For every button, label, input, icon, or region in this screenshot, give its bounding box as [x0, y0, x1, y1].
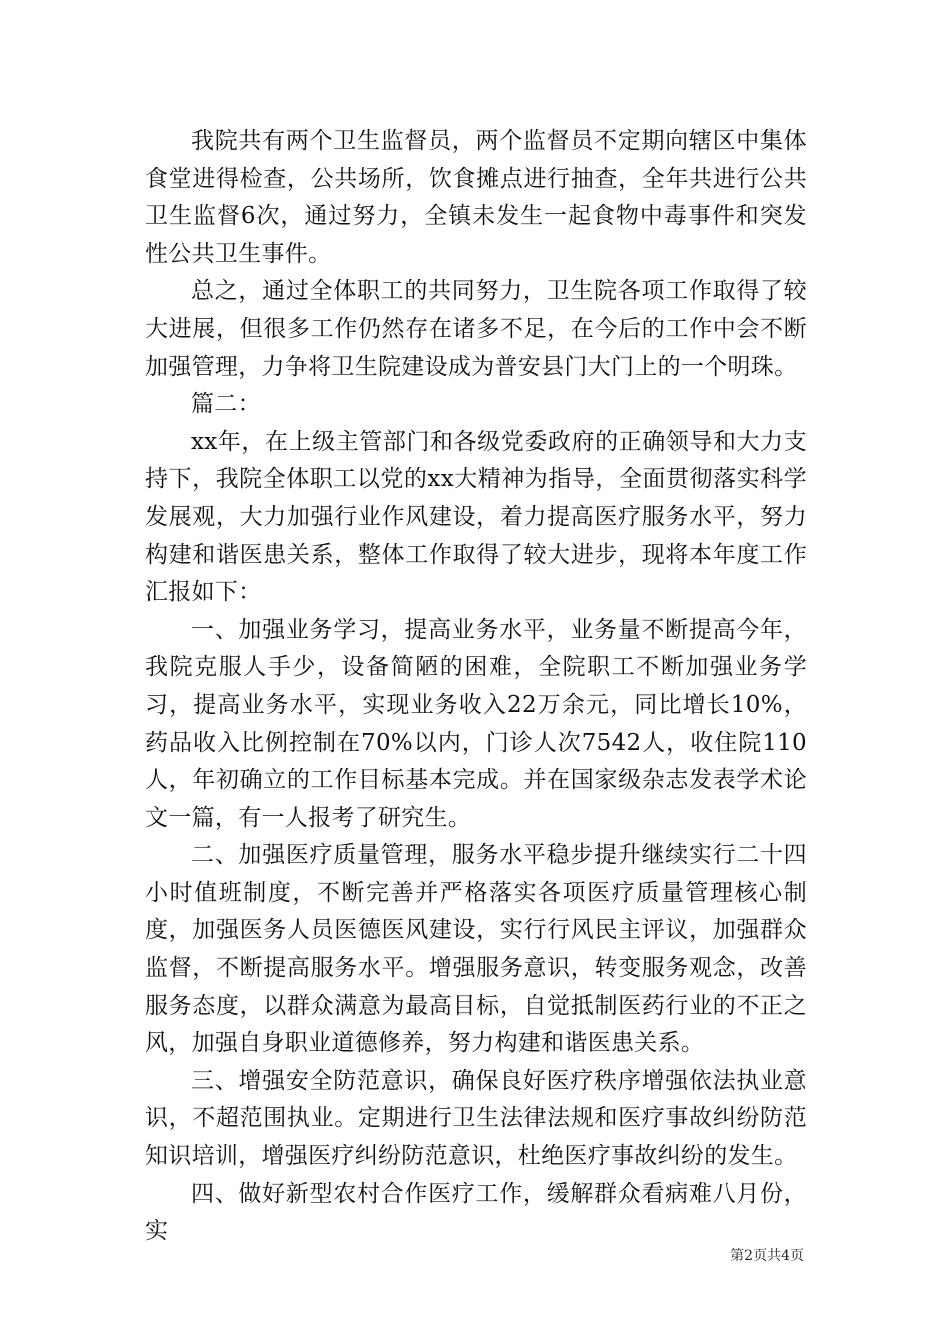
paragraph-intro: xx年，在上级主管部门和各级党委政府的正确领导和大力支持下，我院全体职工以党的xx大精神为指导，全面贯彻落实科学发展观，大力加强行业作风建设，着力提高医疗服务水平，努力构建和谐医患关系，整体工作取得了较大进步，现将本年度工作汇报如下：: [145, 428, 807, 606]
section-heading: 篇二：: [191, 391, 261, 418]
paragraph-item-1: 一、加强业务学习，提高业务水平，业务量不断提高今年，我院克服人手少，设备简陋的困难，全院职工不断加强业务学习，提高业务水平，实现业务收入22万余元，同比增长10%，药品收入比例控制在70%以内，门诊人次7542人，收住院110人，年初确立的工作目标基本完成。并在国家级杂志发表学术论文一篇，有一人报考了研究生。: [145, 616, 807, 831]
paragraph-supervision: 我院共有两个卫生监督员，两个监督员不定期向辖区中集体食堂进得检查，公共场所，饮食摊点进行抽查，全年共进行公共卫生监督6次，通过努力，全镇未发生一起食物中毒事件和突发性公共卫生事件。: [145, 128, 807, 267]
paragraph-item-4: 四、做好新型农村合作医疗工作，缓解群众看病难八月份，实: [145, 1180, 807, 1245]
document-body: [145, 123, 807, 1251]
paragraph-item-2: 二、加强医疗质量管理，服务水平稳步提升继续实行二十四小时值班制度，不断完善并严格落实各项医疗质量管理核心制度，加强医务人员医德医风建设，实行行风民主评议，加强群众监督，不断提高服务水平。增强服务意识，转变服务观念，改善服务态度，以群众满意为最高目标，自觉抵制医药行业的不正之风，加强自身职业道德修养，努力构建和谐医患关系。: [145, 842, 807, 1057]
paragraph-item-3: 三、增强安全防范意识，确保良好医疗秩序增强依法执业意识，不超范围执业。定期进行卫生法律法规和医疗事故纠纷防范知识培训，增强医疗纠纷防范意识，杜绝医疗事故纠纷的发生。: [145, 1067, 807, 1170]
page-number: 第2页共4页: [730, 1248, 804, 1264]
paragraph-summary: 总之，通过全体职工的共同努力，卫生院各项工作取得了较大进展，但很多工作仍然存在诸多不足，在今后的工作中会不断加强管理，力争将卫生院建设成为普安县门大门上的一个明珠。: [145, 278, 807, 380]
